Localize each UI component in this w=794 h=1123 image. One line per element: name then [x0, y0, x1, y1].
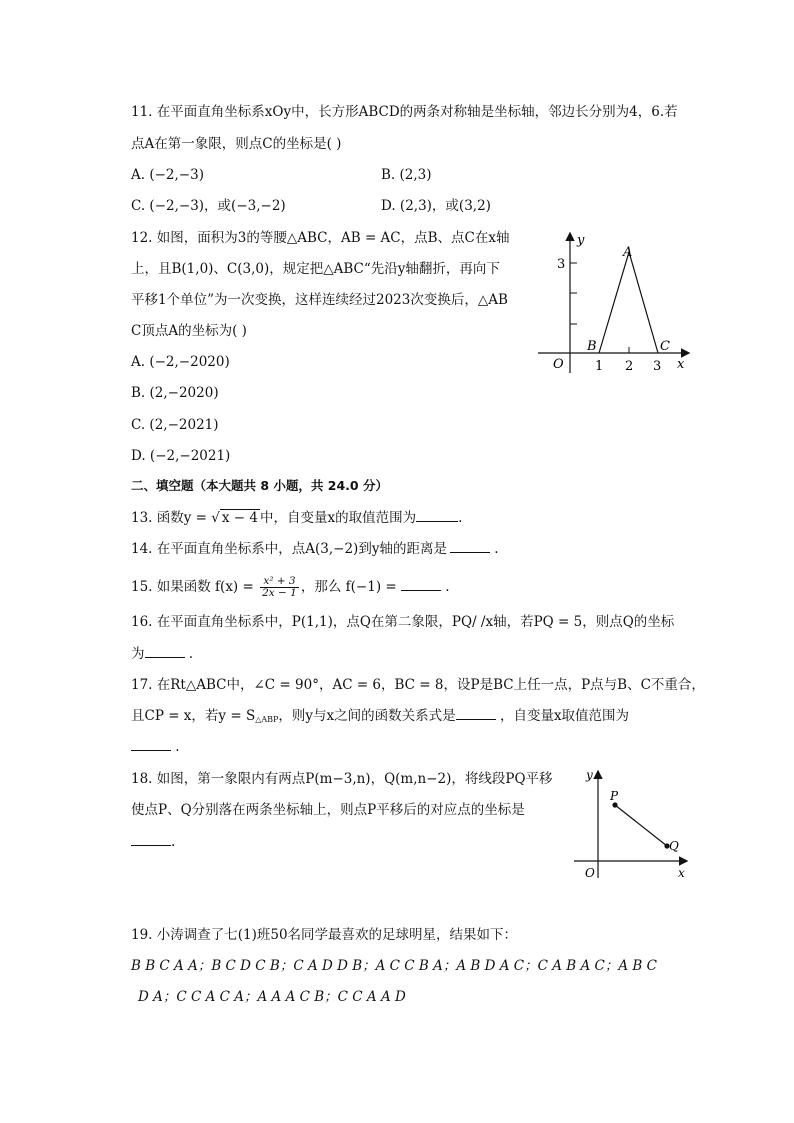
q19-line1: 19. 小涛调查了七(1)班50名同学最喜欢的足球明星，结果如下：	[131, 927, 518, 943]
q14-answer-blank[interactable]	[450, 540, 490, 553]
q14-end: .	[489, 541, 499, 557]
q12-x-tick-label-2: 2	[625, 359, 634, 374]
q18-line2: 使点P、Q分别落在两条坐标轴上，则点P平移后的对应点的坐标是	[131, 802, 525, 818]
q12-x-label: x	[677, 357, 685, 372]
q12-x-tick-label-1: 1	[595, 359, 604, 374]
q17-end: .	[171, 739, 180, 755]
q18-x-label: x	[678, 866, 685, 880]
q16-answer-blank[interactable]	[145, 645, 185, 658]
q17-line2	[131, 707, 629, 729]
q14-prefix: 14. 在平面直角坐标系中，点A(3,−2)到y轴的距离是	[131, 541, 447, 557]
q18-segment-figure	[572, 766, 694, 884]
q13-prefix: 13. 函数y =	[131, 510, 212, 526]
q12-line2: 上，且B(1,0)、C(3,0)，规定把△ABC“先沿y轴翻折，再向下	[131, 261, 500, 277]
q12-option-c: C. (2,−2021)	[131, 417, 219, 433]
q11-option-c: C. (−2,−3)，或(−3,−2)	[131, 198, 286, 214]
q18-answer-blank[interactable]	[131, 833, 171, 846]
q12-line3: 平移1个单位”为一次变换，这样连续经过2023次变换后，△AB	[131, 292, 508, 308]
q17-middle: ，则y与x之间的函数关系式是	[278, 708, 456, 724]
q12-option-a: A. (−2,−2020)	[131, 354, 230, 370]
q12-triangle	[599, 252, 658, 353]
q12-line1: 12. 如图，面积为3的等腰△ABC，AB = AC，点B、点C在x轴	[131, 230, 510, 246]
q11-line2: 点A在第一象限，则点C的坐标是( )	[131, 136, 342, 152]
q13-radical-sign: √	[211, 510, 220, 526]
q15-end: .	[440, 579, 450, 595]
q11-line1: 11. 在平面直角坐标系xOy中，长方形ABCD的两条对称轴是坐标轴，邻边长分别为4，6.若	[131, 104, 678, 120]
q12-vertex-b: B	[587, 339, 597, 354]
q11-option-b: B. (2,3)	[381, 167, 432, 183]
q13-answer-blank[interactable]	[416, 509, 458, 522]
q17-answer-blank-1[interactable]	[456, 707, 496, 720]
q11-option-a: A. (−2,−3)	[131, 167, 204, 183]
q12-vertex-c: C	[660, 339, 670, 354]
q18-label-q: Q	[669, 839, 679, 853]
q12-triangle-figure	[536, 228, 696, 378]
q18-line3	[131, 833, 175, 851]
q15-prefix: 15. 如果函数 f(x) =	[131, 579, 259, 595]
section-2-heading: 二、填空题（本大题共 8 小题，共 24.0 分）	[131, 478, 388, 493]
q18-segment-pq	[615, 805, 667, 846]
q12-y-value-3: 3	[557, 257, 566, 272]
q16-line2	[131, 645, 193, 663]
q19-line3: D A；C C A C A；A A A C B；C C A A D	[138, 989, 406, 1005]
q18-origin: O	[585, 866, 595, 880]
q18-y-label: y	[586, 768, 593, 782]
q17-line3	[131, 738, 180, 756]
q19-line2: B B C A A；B C D C B；C A D D B；A C C B A；A B D A C；C A B A C；A B C	[131, 958, 657, 974]
q17-middle-2: ，自变量x取值范围为	[495, 708, 630, 724]
q12-origin: O	[553, 357, 564, 372]
q13-end: .	[458, 510, 463, 526]
q17-prefix: 且CP = x，若y = S	[131, 708, 256, 724]
q13-line	[131, 509, 462, 527]
q15-denominator: 2x − 1	[262, 587, 297, 599]
q13-suffix: 中，自变量x的取值范围为	[260, 510, 417, 526]
q17-subscript: △ABP	[255, 715, 279, 724]
q15-line	[131, 576, 450, 599]
q12-option-b: B. (2,−2020)	[131, 385, 219, 401]
q12-x-tick-label-3: 3	[653, 359, 662, 374]
q12-y-label: y	[577, 233, 585, 248]
q15-answer-blank[interactable]	[401, 578, 441, 591]
q18-point-p	[612, 802, 617, 807]
q16-prefix: 为	[131, 646, 145, 662]
q15-middle: ，那么 f(−1) =	[300, 579, 401, 595]
q16-end: .	[184, 646, 194, 662]
q15-numerator: x² + 3	[260, 576, 299, 588]
q13-radicand: x − 4	[221, 510, 259, 526]
q15-fraction	[260, 576, 299, 599]
q14-line	[131, 540, 499, 558]
q16-line1: 16. 在平面直角坐标系中，P(1,1)，点Q在第二象限，PQ/ /x轴，若PQ = 5，则点Q的坐标	[131, 614, 675, 630]
q17-answer-blank-2[interactable]	[131, 738, 171, 751]
q18-end: .	[171, 834, 176, 850]
q12-line4: C顶点A的坐标为( )	[131, 323, 247, 339]
q11-option-d: D. (2,3)，或(3,2)	[381, 198, 491, 214]
q12-vertex-a: A	[623, 245, 633, 260]
q17-line1: 17. 在Rt△ABC中，∠C = 90°，AC = 6，BC = 8，设P是BC上任一点，P点与B、C不重合，	[131, 677, 705, 693]
q12-option-d: D. (−2,−2021)	[131, 448, 231, 464]
q18-label-p: P	[610, 789, 619, 803]
q18-line1: 18. 如图，第一象限内有两点P(m−3,n)，Q(m,n−2)，将线段PQ平移	[131, 771, 553, 787]
